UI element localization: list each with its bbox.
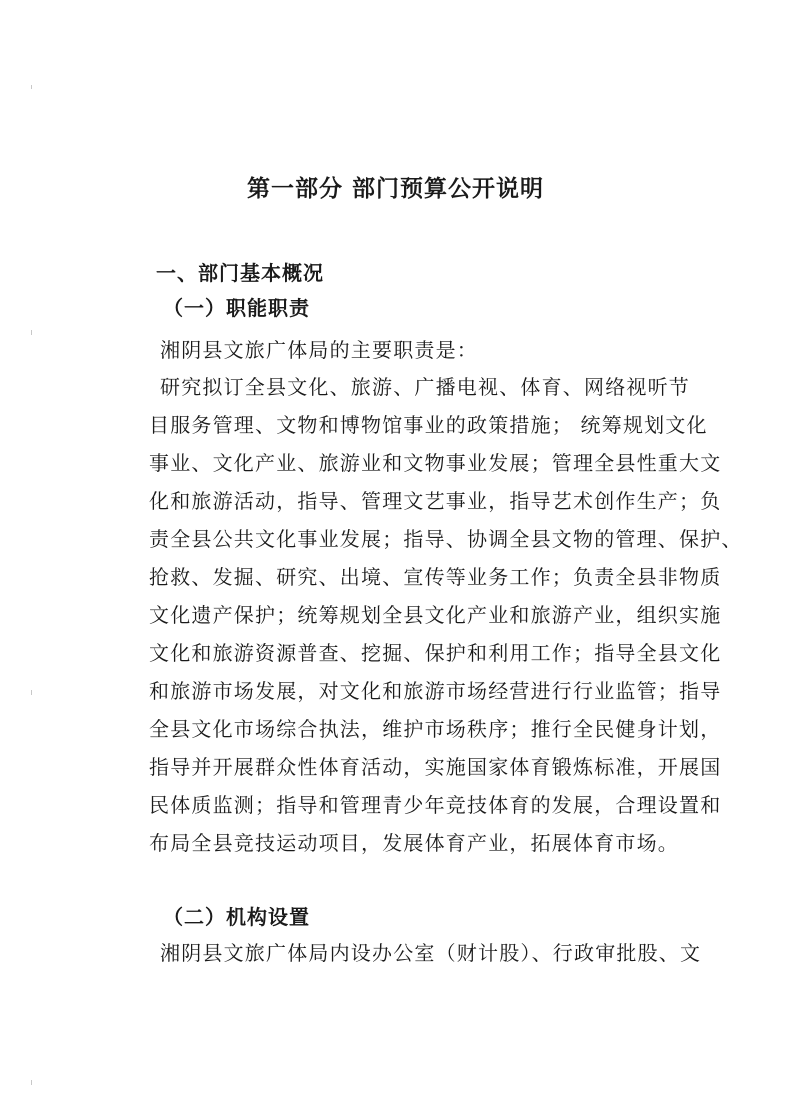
paragraph-line: 和旅游市场发展，对文化和旅游市场经营进行行业监管；指导 bbox=[149, 679, 722, 703]
scan-mark bbox=[31, 85, 32, 89]
scan-mark bbox=[31, 690, 32, 695]
paragraph-intro: 湘阴县文旅广体局的主要职责是： bbox=[160, 338, 478, 362]
paragraph-line: 责全县公共文化事业发展；指导、协调全县文物的管理、保护、 bbox=[149, 527, 743, 551]
paragraph-line: 目服务管理、文物和博物馆事业的政策措施； 统筹规划文化 bbox=[149, 413, 708, 437]
paragraph-line: 研究拟订全县文化、旅游、广播电视、体育、网络视听节 bbox=[160, 375, 690, 399]
paragraph-line: 文化和旅游资源普查、挖掘、保护和利用工作；指导全县文化 bbox=[149, 641, 722, 665]
paragraph-line: 全县文化市场综合执法，维护市场秩序；推行全民健身计划， bbox=[149, 717, 722, 741]
paragraph-line: 文化遗产保护；统筹规划全县文化产业和旅游产业，组织实施 bbox=[149, 603, 722, 627]
scan-mark bbox=[31, 1080, 32, 1085]
paragraph-line: 指导并开展群众性体育活动，实施国家体育锻炼标准，开展国 bbox=[149, 755, 722, 779]
paragraph-line: 事业、文化产业、旅游业和文物事业发展；管理全县性重大文 bbox=[149, 451, 722, 475]
paragraph-line: 湘阴县文旅广体局内设办公室（财计股）、行政审批股、文 bbox=[160, 941, 702, 965]
paragraph-line: 布局全县竞技运动项目，发展体育产业，拓展体育市场。 bbox=[149, 831, 679, 855]
paragraph-line: 民体质监测；指导和管理青少年竞技体育的发展，合理设置和 bbox=[149, 793, 722, 817]
page-title: 第一部分 部门预算公开说明 bbox=[246, 176, 544, 202]
section-heading: 一、部门基本概况 bbox=[156, 261, 324, 285]
subsection-heading-organization: （二）机构设置 bbox=[163, 905, 310, 929]
subsection-heading-duties: （一）职能职责 bbox=[163, 296, 310, 320]
scan-mark bbox=[31, 330, 32, 335]
paragraph-line: 抢救、发掘、研究、出境、宣传等业务工作；负责全县非物质 bbox=[149, 565, 722, 589]
paragraph-line: 化和旅游活动，指导、管理文艺事业，指导艺术创作生产；负 bbox=[149, 489, 722, 513]
